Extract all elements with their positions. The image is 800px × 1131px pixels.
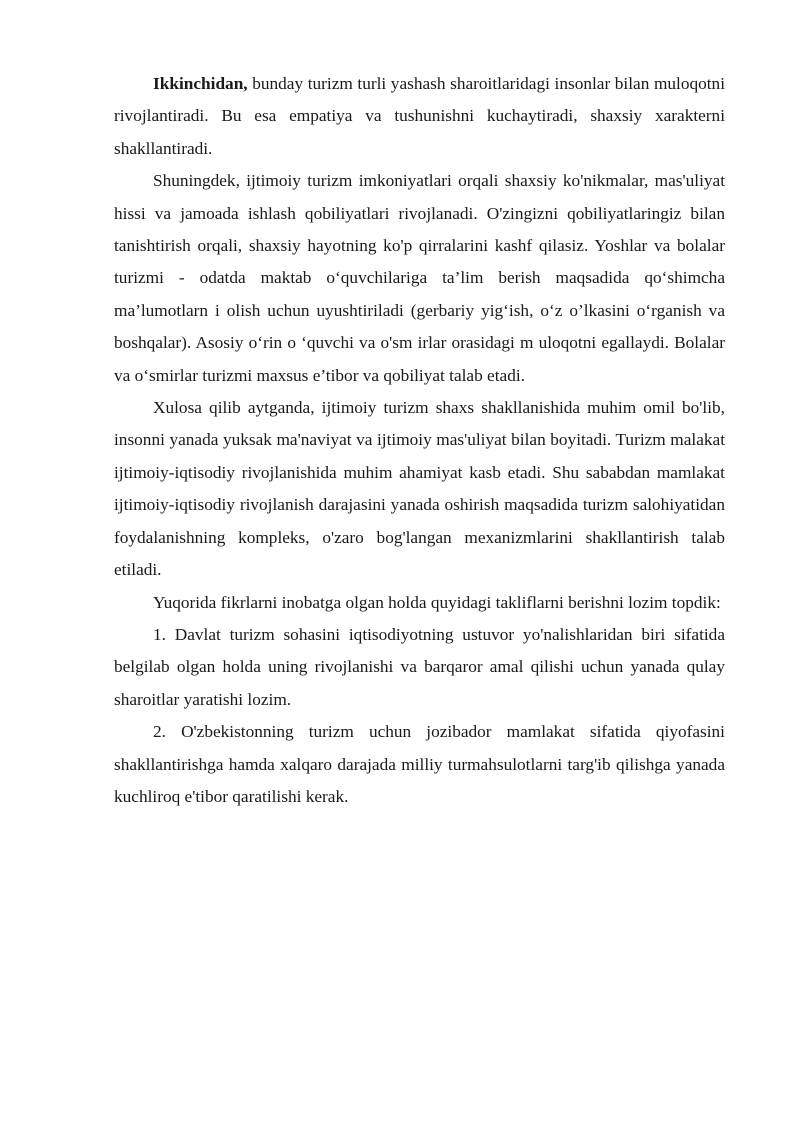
paragraph-text: 1. Davlat turizm sohasini iqtisodiyotning ustuvor yo'nalishlaridan biri sifatida belgilab olgan holda uning rivojlanishi va barqaror amal qilishi uchun yanada qulay sharoitlar yaratishi lozim. (114, 624, 725, 709)
paragraph-xulosa (114, 392, 725, 586)
paragraph-text: 2. O'zbekistonning turizm uchun jozibador mamlakat sifatida qiyofasini shakllantirishga hamda xalqaro darajada milliy turmahsulotlarni targ'ib qilishga yanada kuchliroq e'tibor qaratilishi kerak. (114, 722, 725, 806)
paragraph-ikkinchidan (114, 68, 725, 165)
paragraph-takliflar-intro (114, 587, 725, 619)
list-item-1 (114, 619, 725, 716)
paragraph-text: Xulosa qilib aytganda, ijtimoiy turizm shaxs shakllanishida muhim omil bo'lib, insonni yanada yuksak ma'naviyat va ijtimoiy mas'uliyat bilan boyitadi. Turizm malakat ijtimoiy-iqtisodiy rivojlanishida muhim ahamiyat kasb etadi. Shu sababdan mamlakat ijtimoiy-iqtisodiy rivojlanish darajasini yanada oshirish maqsadida turizm salohiyatidan foydalanishning kompleks, o'zaro bog'langan mexanizmlarini shakllantirish talab etiladi. (114, 398, 725, 580)
document-body (114, 68, 725, 813)
paragraph-text: bunday turizm turli yashash sharoitlaridagi insonlar bilan muloqotni rivojlantiradi. Bu esa empatiya va tushunishni kuchaytiradi, shaxsiy xarakterni shakllantiradi. (114, 74, 725, 158)
paragraph-text: Yuqorida fikrlarni inobatga olgan holda quyidagi takliflarni berishni lozim topdik: (153, 592, 721, 612)
paragraph-shuningdek (114, 165, 725, 392)
list-item-2 (114, 716, 725, 813)
paragraph-lead: Ikkinchidan, (153, 74, 248, 93)
paragraph-text: Shuningdek, ijtimoiy turizm imkoniyatlari orqali shaxsiy ko'nikmalar, mas'uliyat hissi va jamoada ishlash qobiliyatlari rivojlanadi. O'zingizni qobiliyatlaringiz bilan tanishtirish orqali, shaxsiy hayotning ko'p qirralarini kashf qilasiz. Yoshlar va bolalar turizmi - odatda maktab o‘quvchilariga ta’lim berish maqsadida qo‘shimcha ma’lumotlarn i olish uchun uyushtiriladi (gerbariy yig‘ish, o‘z o’lkasini o‘rganish va boshqalar). Asosiy o‘rin o ‘quvchi va o'sm irlar orasidagi m uloqotni egallaydi. Bolalar va o‘smirlar turizmi maxsus e’tibor va qobiliyat talab etadi. (114, 171, 725, 385)
